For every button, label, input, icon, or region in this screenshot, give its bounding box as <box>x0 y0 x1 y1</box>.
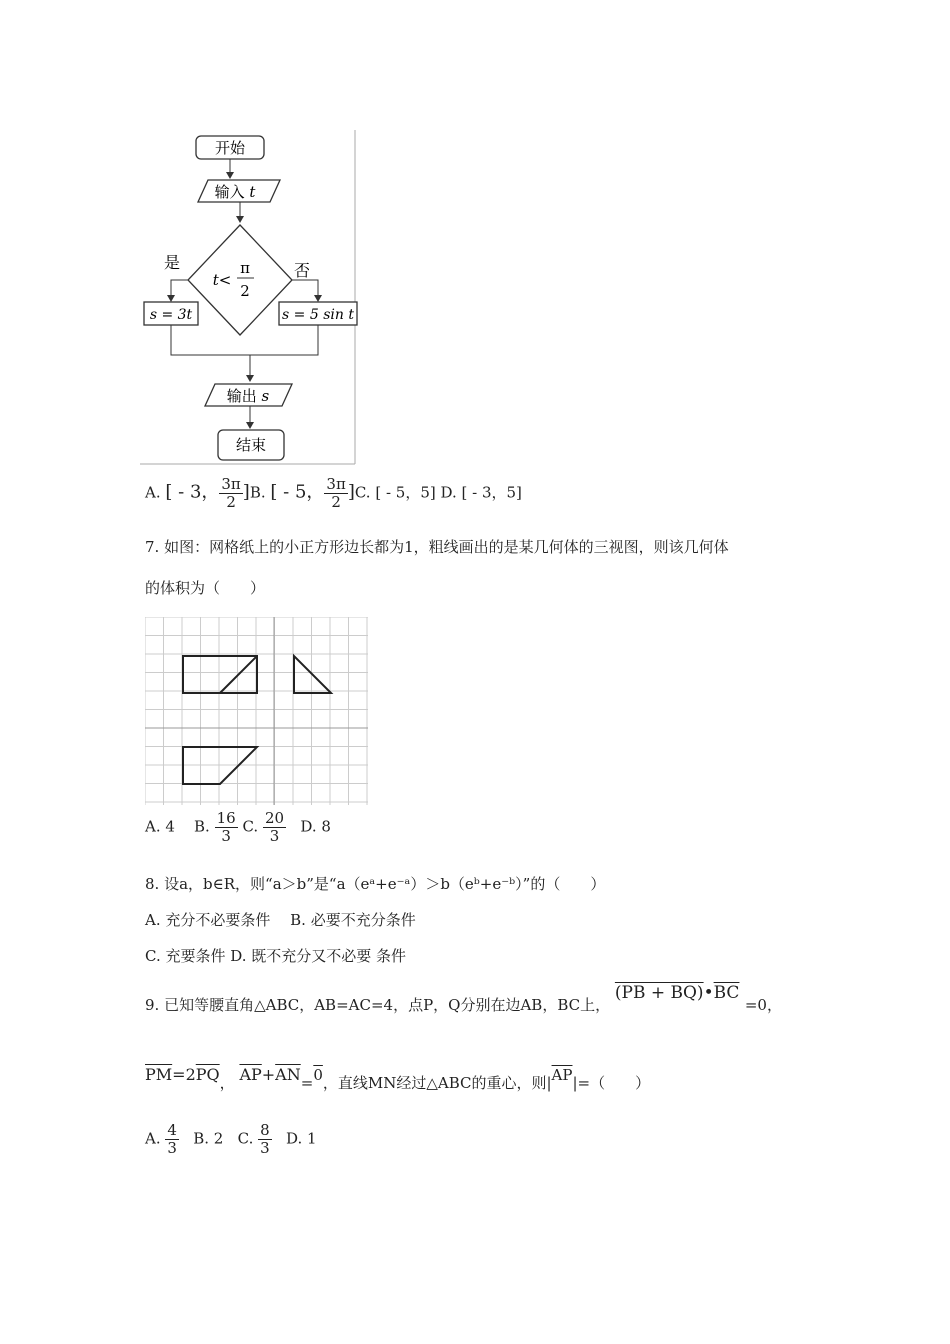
condition-den: 2 <box>240 282 250 300</box>
condition-num: π <box>240 259 250 277</box>
q6-optA-fraction: $\frac{3\pi}{2}$ <box>221 475 241 511</box>
q9-pm: $\overline{PM}$ <box>145 1065 173 1084</box>
q7-optD: D. 8 <box>300 817 331 836</box>
q6-optA-right: ] <box>242 481 250 503</box>
q6-optCD: C. [ - 5，5] D. [ - 3，5] <box>354 483 522 502</box>
flowchart <box>140 130 360 470</box>
yes-label: 是 <box>163 253 181 272</box>
q6-options <box>145 476 522 511</box>
q9-expr1: (PB + BQ) <box>614 983 704 1003</box>
q7-optC-prefix: C. <box>242 817 259 836</box>
q7-line1: 7. 如图：网格纸上的小正方形边长都为1，粗线画出的是某几何体的三视图，则该几何体 <box>145 538 729 556</box>
q9-stem: 9. 已知等腰直角△ABC，AB=AC=4，点P，Q分别在边AB，BC上， <box>145 996 611 1014</box>
q7-optA: A. 4 <box>145 817 175 836</box>
q7-options <box>145 810 331 845</box>
q9-dot: • <box>703 983 714 1003</box>
q6-optB-right: ] <box>347 481 355 503</box>
q6-optA-left: [ - 3， <box>165 481 220 503</box>
q9-eq: = <box>300 1074 314 1092</box>
q9-stem-line <box>145 983 782 1015</box>
q9-options <box>145 1122 317 1157</box>
condition-left: t< <box>212 271 232 289</box>
q9-optA-fraction: $\frac{4}{3}$ <box>167 1121 177 1157</box>
q7-optB-prefix: B. <box>194 817 210 836</box>
q7-line2: 的体积为（ ） <box>145 579 266 597</box>
q8-stem: 8. 设a，b∈R，则“a＞b”是“a（eᵃ+e⁻ᵃ）＞b（eᵇ+e⁻ᵇ）”的（ ） <box>145 875 606 893</box>
q9-comma: ， <box>219 1074 235 1092</box>
input-var: t <box>249 183 256 201</box>
q9-zero: 0 <box>313 1066 323 1084</box>
left-process-label: s = 3t <box>149 307 193 323</box>
svg-text:输出 s <box>227 387 270 405</box>
right-process-label: s = 5 sin t <box>282 307 354 323</box>
svg-text:输入 t <box>215 183 257 201</box>
q6-optB-left: [ - 5， <box>270 481 325 503</box>
decision-node <box>188 225 292 335</box>
output-var: s <box>261 387 270 405</box>
q9-an: $\overline{AN}$ <box>275 1065 301 1084</box>
q9-optC-prefix: C. <box>237 1129 254 1148</box>
q7-optB-fraction: $\frac{16}{3}$ <box>216 809 236 845</box>
q9-optA-prefix: A. <box>145 1129 161 1148</box>
q9-ap: $\overline{AP}$ <box>239 1065 262 1084</box>
q8-optAB: A. 充分不必要条件 B. 必要不充分条件 <box>145 911 416 929</box>
q6-optA-prefix: A. <box>145 483 161 502</box>
q9-line2 <box>145 1065 651 1093</box>
q6-optB-prefix: B. <box>249 483 266 502</box>
q6-optB-fraction: $\frac{3\pi}{2}$ <box>326 475 346 511</box>
output-label: 输出 <box>226 387 257 405</box>
end-label: 结束 <box>235 436 267 454</box>
front-view <box>183 656 257 693</box>
no-label: 否 <box>293 261 311 280</box>
q7-optC-fraction: $\frac{20}{3}$ <box>264 809 285 845</box>
start-label: 开始 <box>214 139 246 157</box>
q9-pm-eq: =2 <box>172 1065 196 1084</box>
q9-optD: D. 1 <box>286 1129 317 1148</box>
q9-bc: $\overline{BC}$ <box>713 983 740 1003</box>
three-view-grid <box>145 617 368 805</box>
q9-optC-fraction: $\frac{8}{3}$ <box>260 1121 270 1157</box>
q9-expr1-tail: =0， <box>744 996 782 1014</box>
q9-middle: ，直线MN经过△ABC的重心，则| <box>322 1074 552 1092</box>
q9-pq: $\overline{PQ}$ <box>195 1065 220 1084</box>
input-label: 输入 <box>214 183 245 201</box>
q9-optB: B. 2 <box>193 1129 224 1148</box>
side-view <box>294 656 331 693</box>
q9-plus: + <box>261 1065 276 1084</box>
q8-optCD: C. 充要条件 D. 既不充分又不必要 条件 <box>145 947 407 965</box>
q9-tail: |=（ ） <box>572 1074 651 1092</box>
q9-ap2: $\overline{AP}$ <box>551 1066 573 1084</box>
